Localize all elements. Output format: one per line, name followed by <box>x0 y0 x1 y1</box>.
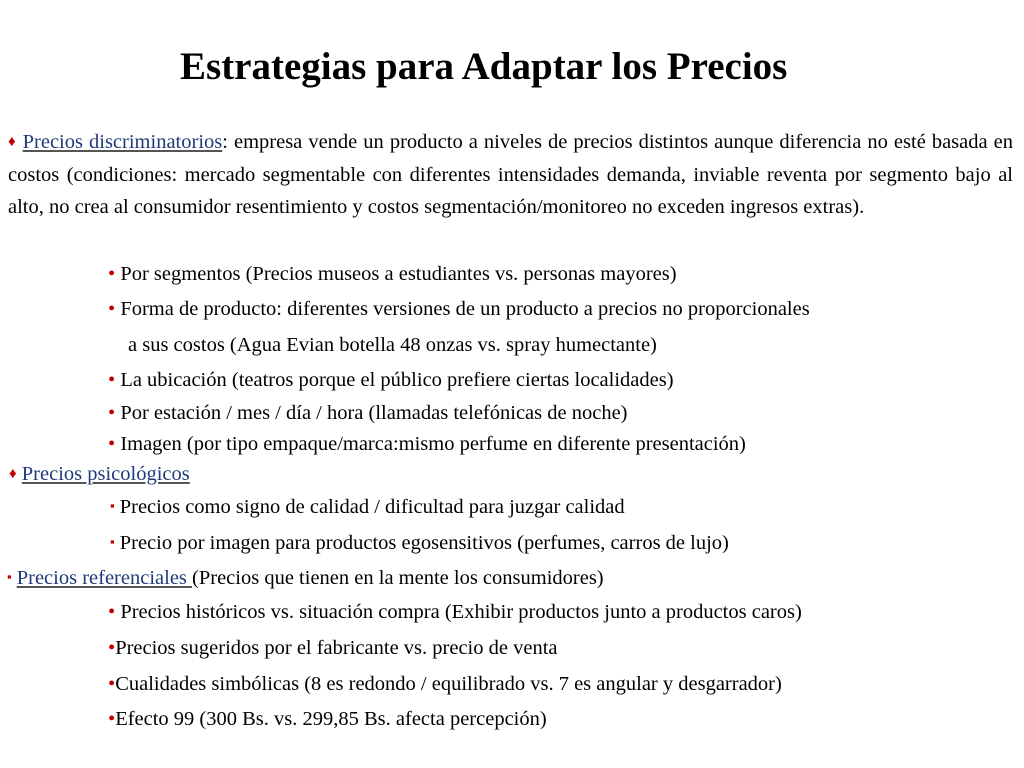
list-item-continuation: a sus costos (Agua Evian botella 48 onzas vs. spray humectante) <box>128 334 657 356</box>
section-discriminatorios <box>8 126 1013 224</box>
diamond-bullet-icon: ♦ <box>9 466 17 482</box>
dot-bullet-icon: • <box>108 402 116 424</box>
dot-bullet-icon: • <box>108 433 116 455</box>
list-item: •Cualidades simbólicas (8 es redondo / equilibrado vs. 7 es angular y desgarrador) <box>108 673 782 695</box>
list-item: • La ubicación (teatros porque el público prefiere ciertas localidades) <box>108 369 674 391</box>
list-item: ▪ Precio por imagen para productos egosensitivos (perfumes, carros de lujo) <box>110 532 729 554</box>
paragraph-text: : empresa vende un producto a niveles de precios distintos aunque diferencia no esté basada en costos (condiciones: mercado segmentable con diferentes intensidades demanda, inviable reventa por segmento bajo al alto, no crea al consumidor resentimiento y costos segmentación/monitoreo no exceden ingresos extras). <box>8 131 1013 218</box>
list-item: •Efecto 99 (300 Bs. vs. 299,85 Bs. afecta percepción) <box>108 708 547 730</box>
link-precios-psicologicos[interactable]: Precios psicológicos <box>21 463 190 485</box>
dot-bullet-icon: • <box>108 673 116 695</box>
list-item: • Imagen (por tipo empaque/marca:mismo perfume en diferente presentación) <box>108 433 746 455</box>
dot-bullet-icon: • <box>108 708 116 730</box>
list-item: • Forma de producto: diferentes versiones de un producto a precios no proporcionales <box>108 298 810 320</box>
dot-bullet-icon: • <box>108 298 116 320</box>
link-precios-discriminatorios[interactable]: Precios discriminatorios <box>22 131 223 153</box>
square-bullet-icon: ▪ <box>110 498 115 513</box>
dot-bullet-icon: • <box>108 637 116 659</box>
diamond-bullet-icon: ♦ <box>8 134 17 150</box>
square-bullet-icon: ▪ <box>110 534 115 549</box>
link-precios-referenciales[interactable]: Precios referenciales <box>16 567 193 589</box>
dot-bullet-icon: • <box>108 369 116 391</box>
slide-title: Estrategias para Adaptar los Precios <box>180 45 788 88</box>
square-bullet-icon: ▪ <box>7 569 12 584</box>
list-item: •Precios sugeridos por el fabricante vs. precio de venta <box>108 637 558 659</box>
section-referenciales: ▪ Precios referenciales (Precios que tienen en la mente los consumidores) <box>7 567 604 589</box>
section-psicologicos <box>9 462 190 486</box>
dot-bullet-icon: • <box>108 263 116 285</box>
list-item: • Por estación / mes / día / hora (llamadas telefónicas de noche) <box>108 402 628 424</box>
list-item: ▪ Precios como signo de calidad / dificultad para juzgar calidad <box>110 496 625 518</box>
list-item: • Precios históricos vs. situación compra (Exhibir productos junto a productos caros) <box>108 601 802 623</box>
dot-bullet-icon: • <box>108 601 116 623</box>
list-item: • Por segmentos (Precios museos a estudiantes vs. personas mayores) <box>108 263 677 285</box>
